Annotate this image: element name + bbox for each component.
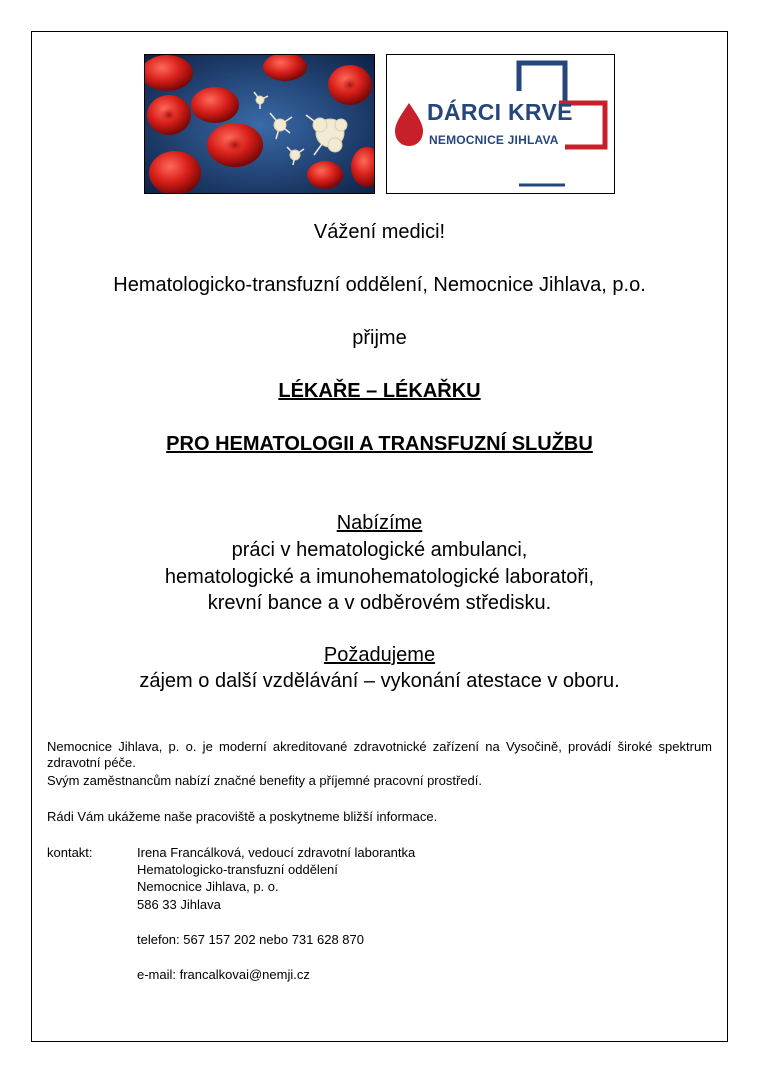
- about-paragraph: Nemocnice Jihlava, p. o. je moderní akreditované zdravotnické zařízení na Vysočině, provádí široké spektrum zdravotní péče.: [47, 739, 712, 770]
- offer-line: krevní bance a v odběrovém středisku.: [207, 592, 552, 614]
- contact-department: Hematologicko-transfuzní oddělení: [137, 862, 338, 877]
- position-subtitle: PRO HEMATOLOGII A TRANSFUZNÍ SLUŽBU: [166, 433, 593, 455]
- contact-city: 586 33 Jihlava: [137, 897, 221, 912]
- blood-cells-illustration: [145, 55, 375, 194]
- blood-cells-image: [144, 54, 375, 194]
- contact-label: kontakt:: [47, 845, 93, 860]
- offer-line: hematologické a imunohematologické laboratoři,: [164, 566, 595, 588]
- contact-name: Irena Francálková, vedoucí zdravotní laborantka: [137, 845, 416, 860]
- logo-subtitle: NEMOCNICE JIHLAVA: [429, 133, 559, 147]
- requirements-heading: Požadujeme: [323, 644, 436, 666]
- requirements-line: zájem o další vzdělávání – vykonání atestace v oboru.: [139, 670, 620, 692]
- blood-drop-icon: [395, 103, 423, 146]
- contact-email[interactable]: e-mail: francalkovai@nemji.cz: [137, 967, 310, 982]
- darci-krve-logo: [386, 54, 615, 194]
- contact-hospital: Nemocnice Jihlava, p. o.: [137, 879, 279, 894]
- position-title: LÉKAŘE – LÉKAŘKU: [278, 380, 481, 402]
- department-line: Hematologicko-transfuzní oddělení, Nemocnice Jihlava, p.o.: [113, 274, 646, 296]
- logo-brand: DÁRCI KRVE: [427, 99, 573, 125]
- about-invitation: Rádi Vám ukážeme naše pracoviště a poskytneme bližší informace.: [47, 809, 438, 824]
- about-benefits: Svým zaměstnancům nabízí značné benefity a příjemné pracovní prostředí.: [47, 773, 482, 788]
- hires-line: přijme: [352, 327, 407, 349]
- contact-phone: telefon: 567 157 202 nebo 731 628 870: [137, 932, 364, 947]
- poster-frame: [31, 31, 728, 1042]
- offer-line: práci v hematologické ambulanci,: [231, 539, 528, 561]
- greeting: Vážení medici!: [313, 221, 446, 243]
- offer-heading: Nabízíme: [336, 512, 423, 534]
